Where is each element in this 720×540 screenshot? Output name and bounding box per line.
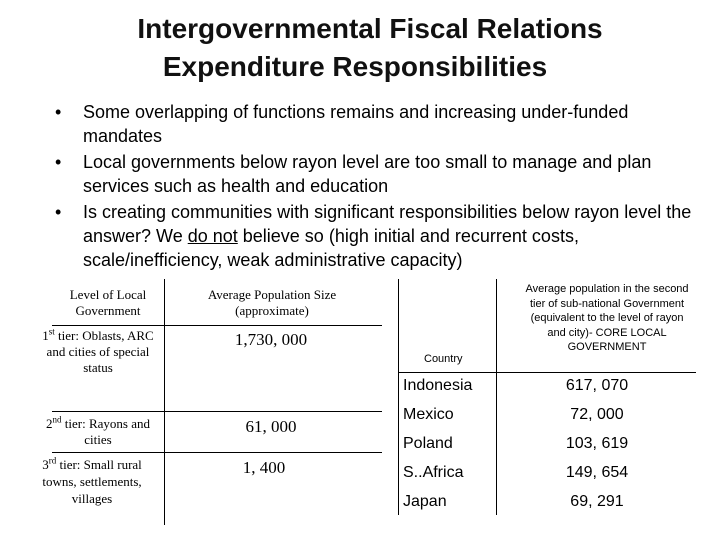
column-header-country: Country [424,353,463,365]
title-line-2: Expenditure Responsibilities [162,51,548,82]
table-cell-value: 61, 000 [245,417,297,436]
column-header-population: Average Population Size (approximate) [207,287,337,318]
table-cell-value: 149, 654 [565,464,629,481]
page-title [0,10,720,86]
table-row-level: 3rd tier: Small rural towns, settlements, villages [42,455,142,506]
column-header-population: Average population in the second tier of sub-national Government (equivalent to the level of rayon and city)- CORE LOCAL GOVERNMENT [525,283,689,353]
table-cell-value: 69, 291 [570,493,624,510]
table-cell-value: 103, 619 [565,435,629,452]
table-cell-country: Indonesia [403,377,473,394]
title-line-1: Intergovernmental Fiscal Relations [137,13,603,44]
table-cell-value: 1, 400 [242,458,286,477]
bullet-list [55,100,695,274]
bullet-item: • Local governments below rayon level are too small to manage and plan services such as health and education [55,150,695,198]
table-divider [496,279,497,515]
bullet-item [55,200,695,272]
bullet-text: believe so (high initial and recurrent costs, scale/inefficiency, weak administrative capacity) [83,226,579,270]
table-divider [398,372,696,373]
table-cell-country: Mexico [403,406,454,423]
local-government-table [42,279,382,525]
country-comparison-table [398,279,696,515]
table-cell-country: S..Africa [403,464,464,481]
table-divider [52,452,382,453]
table-divider [164,279,165,525]
bullet-text: Is creating communities with significant responsibilities below rayon level the answer? We [83,202,692,246]
bullet-item: • Some overlapping of functions remains and increasing under-funded mandates [55,100,695,148]
table-row-level: 2nd tier: Rayons and cities [46,414,150,447]
table-divider [52,325,382,326]
table-divider [398,279,399,515]
table-cell-country: Poland [403,435,453,452]
table-row-level: 1st tier: Oblasts, ARC and cities of special status [42,326,154,375]
table-cell-value: 617, 070 [565,377,629,394]
underlined-text: do not [187,226,238,246]
column-header-level: Level of Local Government [69,287,147,318]
table-cell-country: Japan [403,493,447,510]
table-cell-value: 72, 000 [570,406,624,423]
table-cell-value: 1,730, 000 [234,330,308,349]
table-divider [52,411,382,412]
